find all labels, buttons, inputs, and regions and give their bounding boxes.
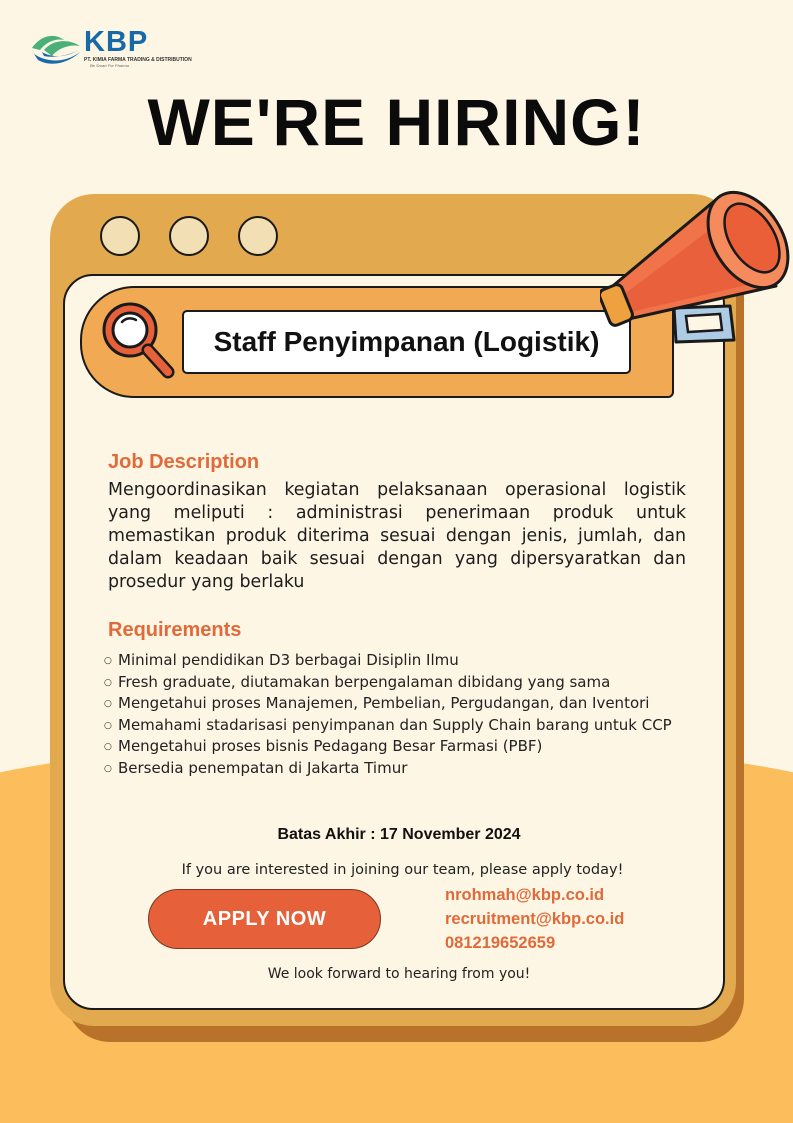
requirements-heading: Requirements (108, 619, 242, 641)
apply-now-button[interactable]: APPLY NOW (148, 889, 381, 949)
contact-email-2[interactable]: recruitment@kbp.co.id (445, 910, 625, 928)
page-title: WE'RE HIRING! (147, 85, 646, 159)
position-title-field: Staff Penyimpanan (Logistik) (182, 310, 631, 374)
requirement-text: Mengetahui proses bisnis Pedagang Besar Farmasi (PBF) (118, 737, 543, 755)
deadline-text: Batas Akhir : 17 November 2024 (277, 826, 521, 843)
job-description-heading: Job Description (108, 451, 260, 473)
job-description-text: Mengoordinasikan kegiatan pelaksanaan operasional logistik yang meliputi : administrasi penerimaan produk untuk memastikan produk diterima sesuai dengan jenis, jumlah, dan dalam keadaan baik sesuai dengan yang dipersyaratkan dan prosedur yang berlaku (108, 480, 686, 592)
bullet-icon: ○ (104, 763, 112, 774)
requirement-text: Memahami stadarisasi penyimpanan dan Supply Chain barang untuk CCP (118, 715, 672, 734)
contact-email-1[interactable]: nrohmah@kbp.co.id (445, 886, 605, 904)
list-item (104, 693, 724, 715)
bullet-icon: ○ (104, 720, 112, 731)
requirement-text: Mengetahui proses Manajemen, Pembelian, Pergudangan, dan Iventori (118, 694, 650, 712)
logo-tagline: Be Smart For Pharma (90, 63, 129, 68)
kbp-logo-mark-icon (30, 28, 84, 68)
list-item (104, 650, 724, 672)
search-icon (98, 298, 176, 380)
bullet-icon: ○ (104, 742, 112, 752)
window-dot-3 (238, 216, 278, 256)
window-dot-2 (169, 216, 209, 256)
contact-phone[interactable]: 081219652659 (445, 934, 556, 952)
kbp-logo (30, 26, 192, 74)
list-item (104, 758, 724, 780)
window-dot-1 (100, 216, 140, 256)
requirements-list (104, 650, 724, 779)
list-item (104, 715, 724, 737)
requirement-text: Bersedia penempatan di Jakarta Timur (118, 758, 408, 777)
apply-invitation-text: If you are interested in joining our team, please apply today! (181, 862, 624, 878)
requirement-text: Minimal pendidikan D3 berbagai Disiplin Ilmu (118, 651, 459, 669)
list-item (104, 672, 724, 694)
requirement-text: Fresh graduate, diutamakan berpengalaman dibidang yang sama (118, 672, 611, 691)
contact-list (445, 883, 624, 955)
bullet-icon: ○ (104, 699, 112, 709)
bullet-icon: ○ (104, 677, 112, 688)
bullet-icon: ○ (104, 656, 112, 666)
megaphone-icon (600, 178, 793, 348)
closing-text: We look forward to hearing from you! (267, 966, 531, 982)
logo-subtitle: PT. KIMIA FARMA TRADING & DISTRIBUTION (84, 57, 192, 63)
logo-text: KBP (84, 26, 149, 58)
list-item (104, 736, 724, 758)
